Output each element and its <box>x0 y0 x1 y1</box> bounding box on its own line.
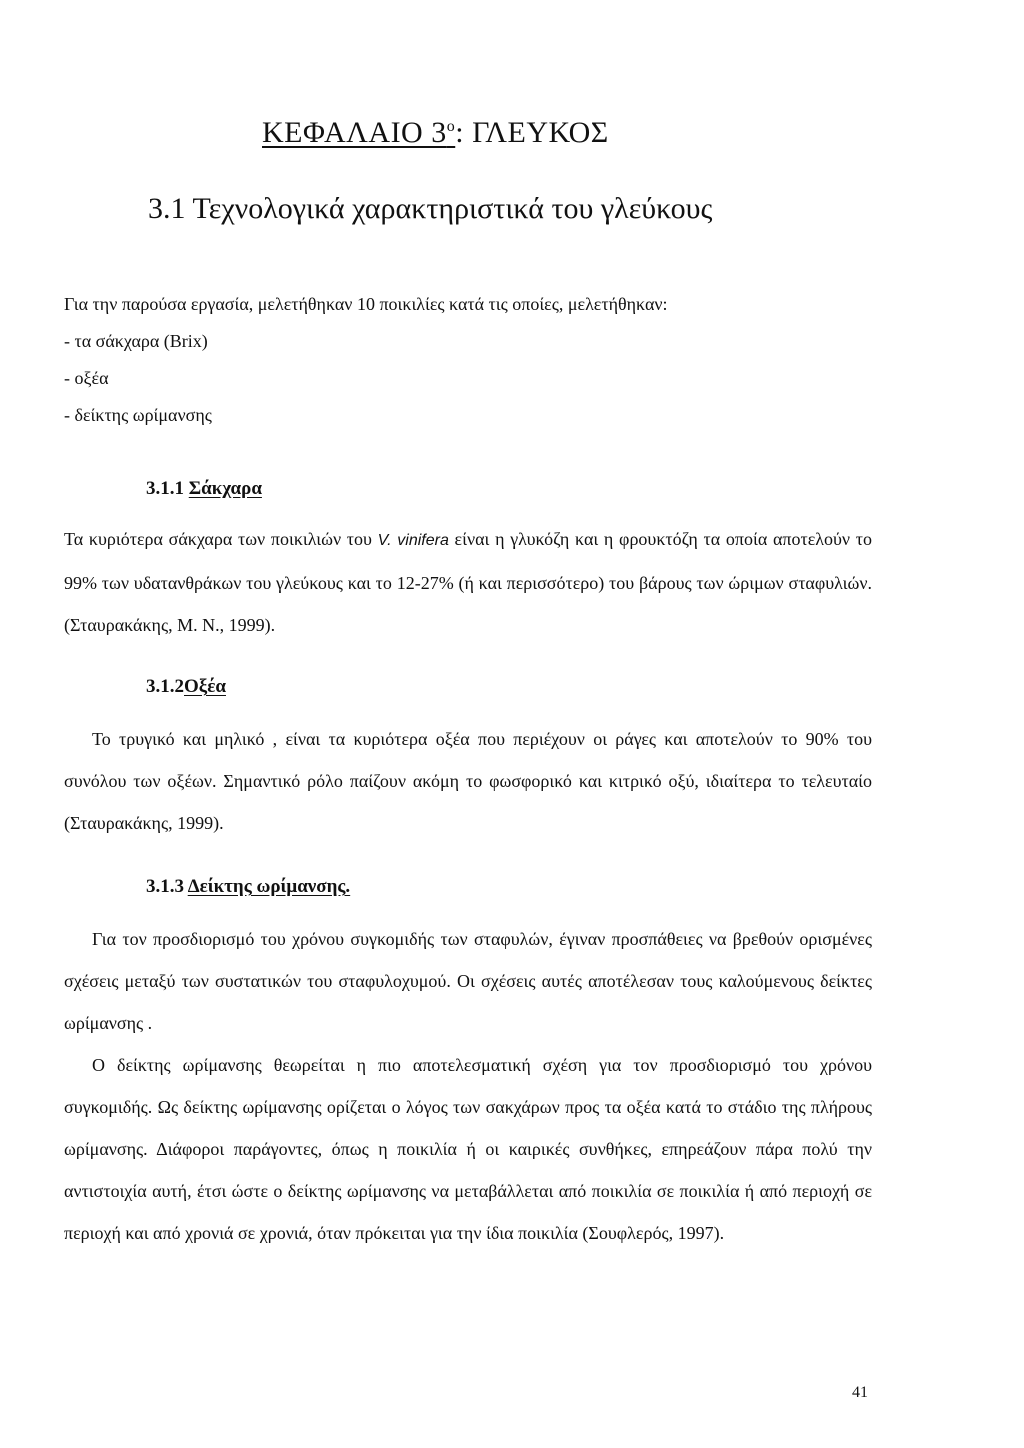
list-item: - τα σάκχαρα (Brix) <box>64 331 208 351</box>
subsection-ripeness-heading: 3.1.3 Δείκτης ωρίμανσης. <box>146 876 351 897</box>
chapter-title: ΚΕΦΑΛΑΙΟ $3^o$: ΓΛΕΥΚΟΣ <box>262 116 609 149</box>
ripeness-paragraph-1: Για τον προσδιορισμό του χρόνου συγκομιδής των σταφυλών, έγιναν προσπάθειες να βρεθούν ορισμένες σχέσεις μεταξύ των συστατικών του σταφυλοχυμού. Οι σχέσεις αυτές αποτέλεσαν τους καλούμενους δείκτες ωρίμανσης . <box>64 929 872 1033</box>
ripeness-paragraph-2: Ο δείκτης ωρίμανσης θεωρείται η πιο αποτελεσματική σχέση για τον προσδιορισμό του χρόνου συγκομιδής. Ως δείκτης ωρίμανσης ορίζεται ο λόγος των σακχάρων προς τα οξέα κατά το στάδιο της πλήρους ωρίμανσης. Διάφοροι παράγοντες, όπως η ποικιλία ή οι καιρικές συνθήκες, επηρεάζουν πάρα πολύ την αντιστοιχία αυτή, έτσι ώστε ο δείκτης ωρίμανσης να μεταβάλλεται από ποικιλία σε ποικιλία ή από περιοχή σε περιοχή και από χρονιά σε χρονιά, όταν πρόκειται για την ίδια ποικιλία (Σουφλερός, 1997). <box>64 1055 872 1243</box>
acids-paragraph: Το τρυγικό και μηλικό , είναι τα κυριότερα οξέα που περιέχουν οι ράγες και αποτελούν το 90% του συνόλου των οξέων. Σημαντικό ρόλο παίζουν ακόμη το φωσφορικό και κιτρικό οξύ, ιδιαίτερα το τελευταίο (Σταυρακάκης, 1999). <box>64 729 872 833</box>
section-title: 3.1 Τεχνολογικά χαρακτηριστικά του γλεύκους <box>148 192 713 225</box>
subsection-acids-heading: 3.1.2Οξέα <box>146 676 226 697</box>
subsection-sugars-heading: 3.1.1 Σάκχαρα <box>146 478 262 499</box>
page-number: 41 <box>852 1384 868 1401</box>
intro-text: Για την παρούσα εργασία, μελετήθηκαν 10 ποικιλίες κατά τις οποίες, μελετήθηκαν: <box>64 294 668 314</box>
sugars-paragraph: Τα κυριότερα σάκχαρα των ποικιλιών του V. vinifera είναι η γλυκόζη και η φρουκτόζη τα οποία αποτελούν το 99% των υδατανθράκων του γλεύκους και το 12-27% (ή και περισσότερο) του βάρους των ώριμων σταφυλιών. (Σταυρακάκης, Μ. Ν., 1999). <box>64 529 873 635</box>
ripeness-paragraphs <box>64 918 872 1254</box>
list-item: - δείκτης ωρίμανσης <box>64 405 212 425</box>
list-item: - οξέα <box>64 368 109 388</box>
